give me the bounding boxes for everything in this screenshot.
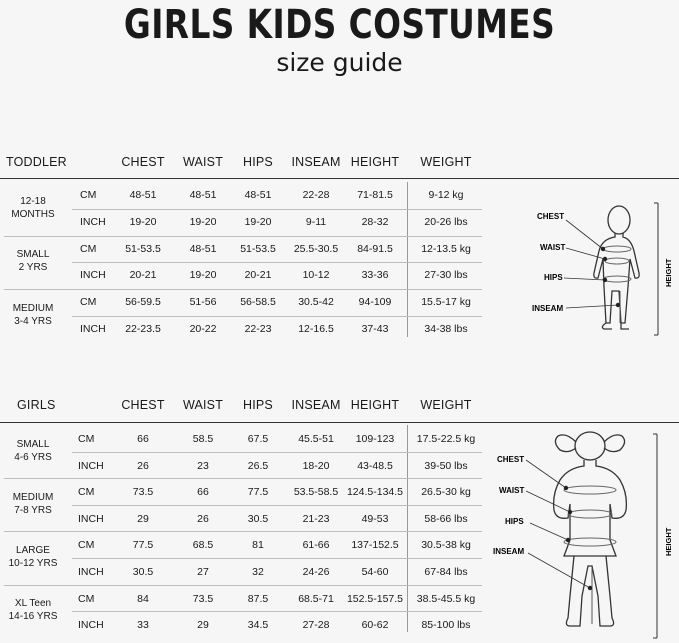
toddler-measurement-diagram [520,195,679,345]
girls-table-cell: 45.5-51 [298,433,334,445]
toddler-table-cell: 51-53.5 [125,242,161,255]
girls-unit-cm: CM [78,539,95,552]
toddler-table-cell: 9-12 kg [428,189,464,201]
girls-table-cell: 81 [252,539,264,552]
girls-table-cell: 33 [137,619,149,632]
girls-table-cell: 53.5-58.5 [293,486,339,499]
girls-size-group-label [0,491,66,517]
girl-height-bracket [653,434,657,638]
girls-column-header: INSEAM [291,398,341,412]
toddler-column-header: HIPS [243,155,273,169]
girls-group-divider [4,585,482,586]
toddler-column-header: INSEAM [291,155,341,169]
toddler-unit-cm: CM [80,296,97,308]
toddler-row-divider [72,209,482,210]
size-group-name: 12-18 [20,195,46,207]
toddler-inseam-label: INSEAM [532,304,564,313]
girls-table-cell: 66 [137,433,149,445]
toddler-table-cell: 12-13.5 kg [421,242,471,255]
page-subtitle: size guide [276,48,403,77]
girls-unit-inch: INCH [78,619,104,632]
girls-table-cell: 43-48.5 [357,459,393,472]
toddler-group-divider [4,289,482,290]
toddler-table-cell: 48-51 [129,189,157,201]
toddler-table-cell: 48-51 [189,242,217,255]
girls-table-cell: 77.5 [247,486,269,499]
toddler-table-cell: 28-32 [361,215,389,228]
girls-column-header: WAIST [182,398,224,412]
size-group-name: MEDIUM [12,491,54,503]
toddler-column-header: WEIGHT [420,155,472,169]
page-title: GIRLS KIDS COSTUMES [123,2,556,48]
toddler-table-cell: 33-36 [361,269,389,282]
toddler-table-cell: 71-81.5 [357,189,393,201]
toddler-group-divider [4,236,482,237]
girls-table-cell: 27-28 [302,619,330,632]
girls-table-cell: 17.5-22.5 kg [416,433,476,445]
toddler-table-cell: 22-28 [302,189,330,201]
girls-unit-cm: CM [78,592,95,605]
girls-table-cell: 58-66 lbs [424,512,468,525]
girls-group-divider [4,531,482,532]
toddler-table-cell: 27-30 lbs [424,269,468,282]
girls-row-divider [72,558,482,559]
girls-table-cell: 49-53 [361,512,389,525]
size-group-age: 7-8 YRS [14,504,52,516]
girls-table-cell: 84 [137,592,149,605]
girls-table-cell: 73.5 [192,592,214,605]
toddler-table-cell: 19-20 [189,269,217,282]
girls-table-cell: 23 [197,459,209,472]
size-group-name: SMALL [16,249,50,261]
girls-table-cell: 34.5 [247,619,269,632]
toddler-column-header: CHEST [121,155,165,169]
toddler-size-group-label [0,302,66,328]
toddler-size-group-label [0,195,66,221]
girls-column-header: CHEST [121,398,165,412]
toddler-height-label: HEIGHT [664,258,673,287]
girls-group-divider [4,478,482,479]
girls-table-cell: 38.5-45.5 kg [416,592,476,605]
toddler-table-cell: 94-109 [358,296,392,308]
size-group-age: 2 YRS [18,262,48,274]
girls-table-cell: 54-60 [361,566,389,578]
size-group-age: 3-4 YRS [14,315,52,327]
toddler-waist-label: WAIST [540,243,566,252]
girls-table-cell: 27 [197,566,209,578]
girls-table-cell: 30.5-38 kg [421,539,471,552]
girls-row-divider [72,505,482,506]
size-group-name: XL Teen [14,598,52,610]
girls-table-cell: 66 [197,486,209,499]
toddler-weight-divider [407,182,408,337]
toddler-table-cell: 51-56 [189,296,217,308]
toddler-table-cell: 37-43 [361,322,389,335]
girls-table-cell: 29 [137,512,149,525]
girls-table-cell: 32 [252,566,264,578]
toddler-section-label: TODDLER [6,155,67,169]
toddler-table-cell: 48-51 [244,189,272,201]
girls-table-cell: 152.5-157.5 [346,592,404,605]
toddler-row-divider [72,316,482,317]
girls-table-cell: 24-26 [302,566,330,578]
toddler-table-cell: 22-23.5 [125,322,161,335]
girls-size-group-label [0,438,66,464]
girls-column-header: WEIGHT [420,398,472,412]
toddler-height-bracket [654,203,658,335]
toddler-unit-cm: CM [80,242,97,255]
girls-table-cell: 68.5-71 [298,592,334,605]
girl-waist-label: WAIST [499,486,525,495]
size-group-name: LARGE [16,545,50,556]
toddler-table-cell: 12-16.5 [298,322,334,335]
girls-table-cell: 26 [137,459,149,472]
toddler-table-cell: 20-21 [129,269,157,282]
girl-chest-label: CHEST [497,455,525,464]
toddler-table-cell: 9-11 [305,215,327,228]
toddler-figure-illustration [594,206,639,329]
toddler-table-cell: 15.5-17 kg [421,296,471,308]
girls-table-cell: 26.5 [247,459,269,472]
girls-table-cell: 18-20 [302,459,330,472]
girls-unit-cm: CM [78,433,95,445]
girls-column-header: HIPS [243,398,273,412]
toddler-table-cell: 51-53.5 [240,242,276,255]
toddler-table-cell: 22-23 [244,322,272,335]
girls-table-cell: 87.5 [247,592,269,605]
toddler-table-cell: 48-51 [189,189,217,201]
size-group-age: 4-6 YRS [14,451,52,463]
toddler-table-cell: 20-21 [244,269,272,282]
toddler-unit-inch: INCH [80,322,106,335]
girls-unit-inch: INCH [78,459,104,472]
girls-table-cell: 85-100 lbs [421,619,471,632]
toddler-header-rule [0,178,679,179]
size-group-name: MEDIUM [12,302,54,314]
toddler-table-cell: 25.5-30.5 [293,242,339,255]
girls-table-cell: 29 [197,619,209,632]
girls-size-group-label [0,597,66,623]
toddler-table-cell: 20-22 [189,322,217,335]
girls-size-group-label [0,544,66,570]
girls-table-cell: 21-23 [302,512,330,525]
girls-table-cell: 124.5-134.5 [346,486,404,499]
girls-unit-cm: CM [78,486,95,499]
toddler-unit-inch: INCH [80,269,106,282]
toddler-table-cell: 30.5-42 [298,296,334,308]
toddler-size-group-label [0,248,66,274]
toddler-table-cell: 56-58.5 [240,296,276,308]
girl-inseam-label: INSEAM [493,547,525,556]
girls-unit-inch: INCH [78,566,104,578]
toddler-column-header: WAIST [182,155,224,169]
girls-table-cell: 67.5 [247,433,269,445]
toddler-column-header: HEIGHT [350,155,400,169]
toddler-table-cell: 34-38 lbs [424,322,468,335]
toddler-hips-label: HIPS [544,273,563,282]
girls-column-header: HEIGHT [350,398,400,412]
toddler-table-cell: 84-91.5 [357,242,393,255]
toddler-table-cell: 19-20 [129,215,157,228]
toddler-unit-inch: INCH [80,215,106,228]
girl-height-label: HEIGHT [664,527,673,556]
toddler-table-cell: 19-20 [189,215,217,228]
girls-row-divider [72,611,482,612]
girls-table-cell: 26 [197,512,209,525]
girls-row-divider [72,452,482,453]
girls-header-rule [0,422,679,423]
girls-section-label: GIRLS [17,398,56,412]
toddler-table-cell: 19-20 [244,215,272,228]
girls-table-cell: 68.5 [192,539,214,552]
girls-table-cell: 30.5 [247,512,269,525]
girls-table-cell: 61-66 [302,539,330,552]
girls-table-cell: 30.5 [132,566,154,578]
girls-table-cell: 26.5-30 kg [421,486,471,499]
girls-unit-inch: INCH [78,512,104,525]
toddler-chest-label: CHEST [537,212,565,221]
girl-measurement-diagram [490,428,679,643]
girls-table-cell: 58.5 [192,433,214,445]
girls-table-cell: 73.5 [132,486,154,499]
girls-table-cell: 67-84 lbs [424,566,468,578]
toddler-unit-cm: CM [80,189,97,201]
size-group-age: 10-12 YRS [8,558,58,569]
toddler-table-cell: 20-26 lbs [424,215,468,228]
size-group-name: SMALL [16,438,50,450]
girls-table-cell: 77.5 [132,539,154,552]
girl-hips-label: HIPS [505,517,524,526]
girls-table-cell: 109-123 [355,433,395,445]
toddler-table-cell: 10-12 [302,269,330,282]
toddler-table-cell: 56-59.5 [125,296,161,308]
size-group-age: 14-16 YRS [8,611,58,623]
girl-figure-illustration [554,432,627,626]
girls-table-cell: 137-152.5 [351,539,399,552]
girls-table-cell: 60-62 [361,619,389,632]
toddler-row-divider [72,262,482,263]
size-group-age: MONTHS [11,208,55,220]
girls-table-cell: 39-50 lbs [424,459,468,472]
